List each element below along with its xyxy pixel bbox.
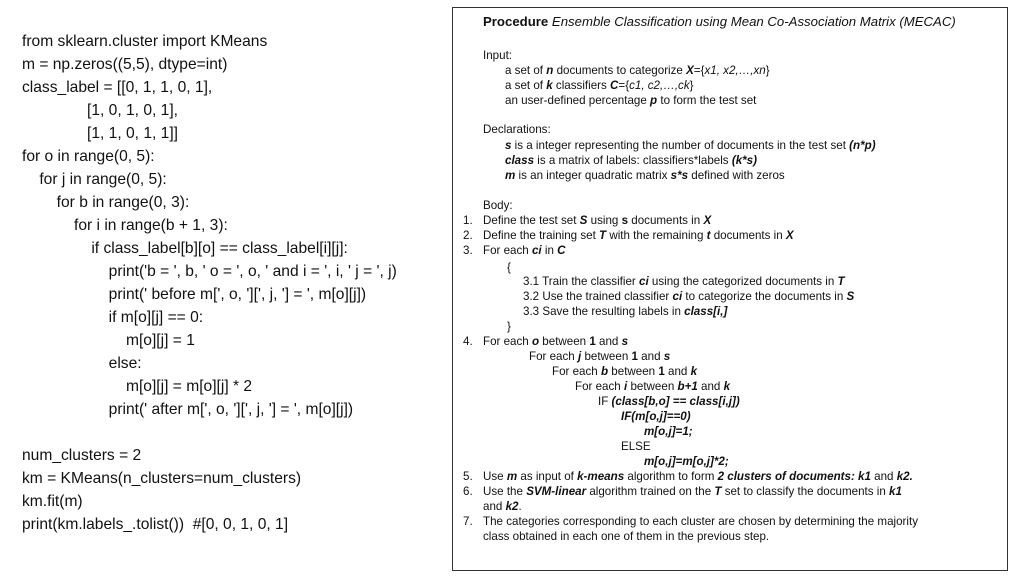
- code-line: for j in range(0, 5):: [22, 171, 167, 188]
- declarations-header: Declarations:: [483, 123, 551, 136]
- input-line-1: a set of n documents to categorize X={x1, x2,…,xn}: [505, 64, 770, 77]
- code-line: for i in range(b + 1, 3):: [22, 217, 228, 234]
- step-4-assign-double: m[o,j]=m[o,j]*2;: [644, 455, 729, 468]
- decl-line-3: m is an integer quadratic matrix s*s defined with zeros: [505, 169, 785, 182]
- code-line: print(km.labels_.tolist()) #[0, 0, 1, 0, 1]: [22, 516, 289, 533]
- step-4-loop-j: For each j between 1 and s: [529, 350, 671, 363]
- code-line: if m[o][j] == 0:: [22, 309, 204, 326]
- decl-line-1: s is a integer representing the number of documents in the test set (n*p): [505, 139, 876, 152]
- code-line: for b in range(0, 3):: [22, 194, 190, 211]
- code-line: [22, 421, 442, 444]
- step-6-cont: and k2.: [483, 500, 522, 513]
- code-line: m[o][j] = 1: [22, 332, 195, 349]
- code-listing: [22, 30, 442, 536]
- step-3-2: 3.2 Use the trained classifier ci to categorize the documents in S: [523, 290, 855, 303]
- procedure-box: [452, 7, 1008, 571]
- code-line: m[o][j] = m[o][j] * 2: [22, 378, 253, 395]
- procedure-title-italic: Ensemble Classification using Mean Co-Association Matrix (MECAC): [551, 14, 956, 29]
- code-line: km = KMeans(n_clusters=num_clusters): [22, 470, 302, 487]
- step-6: 6. Use the SVM-linear algorithm trained on the T set to classify the documents in k1: [463, 485, 902, 498]
- step-3-close-brace: }: [507, 320, 511, 333]
- code-line: m = np.zeros((5,5), dtype=int): [22, 56, 228, 73]
- step-3-1: 3.1 Train the classifier ci using the categorized documents in T: [523, 275, 845, 288]
- procedure-title-bold: Procedure: [483, 14, 549, 29]
- step-1: 1. Define the test set S using s documents in X: [463, 214, 712, 227]
- step-7: 7. The categories corresponding to each cluster are chosen by determining the majority: [463, 515, 918, 528]
- code-line: if class_label[b][o] == class_label[i][j]:: [22, 240, 348, 257]
- code-line: print(' after m[', o, '][', j, '] = ', m[o][j]): [22, 401, 354, 418]
- procedure-title: [483, 14, 956, 29]
- step-4-loop-i: For each i between b+1 and k: [575, 380, 731, 393]
- step-3-3: 3.3 Save the resulting labels in class[i,]: [523, 305, 728, 318]
- code-line: from sklearn.cluster import KMeans: [22, 33, 268, 50]
- code-line: [1, 0, 1, 0, 1],: [22, 102, 179, 119]
- step-4-if-class: IF (class[b,o] == class[i,j]): [598, 395, 740, 408]
- step-5: 5. Use m as input of k-means algorithm to form 2 clusters of documents: k1 and k2.: [463, 470, 913, 483]
- code-line: for o in range(0, 5):: [22, 148, 155, 165]
- input-line-2: a set of k classifiers C={c1, c2,…,ck}: [505, 79, 694, 92]
- body-header: Body:: [483, 199, 513, 212]
- step-3: 3. For each ci in C: [463, 244, 566, 257]
- step-4-if-m: IF(m[o,j]==0): [621, 410, 691, 423]
- code-line: print(' before m[', o, '][', j, '] = ', m[o][j]): [22, 286, 367, 303]
- step-4-else: ELSE: [621, 440, 651, 453]
- decl-line-2: class is a matrix of labels: classifiers*labels (k*s): [505, 154, 757, 167]
- step-7-cont: class obtained in each one of them in the previous step.: [483, 530, 770, 543]
- step-4-loop-b: For each b between 1 and k: [552, 365, 698, 378]
- code-line: num_clusters = 2: [22, 447, 142, 464]
- code-line: [1, 1, 0, 1, 1]]: [22, 125, 179, 142]
- input-header: Input:: [483, 49, 513, 62]
- code-line: class_label = [[0, 1, 1, 0, 1],: [22, 79, 213, 96]
- step-3-open-brace: {: [507, 261, 511, 274]
- code-line: km.fit(m): [22, 493, 83, 510]
- code-line: print('b = ', b, ' o = ', o, ' and i = ', i, ' j = ', j): [22, 263, 397, 280]
- step-4-assign-1: m[o,j]=1;: [644, 425, 693, 438]
- step-4: 4. For each o between 1 and s: [463, 335, 629, 348]
- step-2: 2. Define the training set T with the remaining t documents in X: [463, 229, 794, 242]
- code-line: else:: [22, 355, 142, 372]
- input-line-3: an user-defined percentage p to form the test set: [505, 94, 757, 107]
